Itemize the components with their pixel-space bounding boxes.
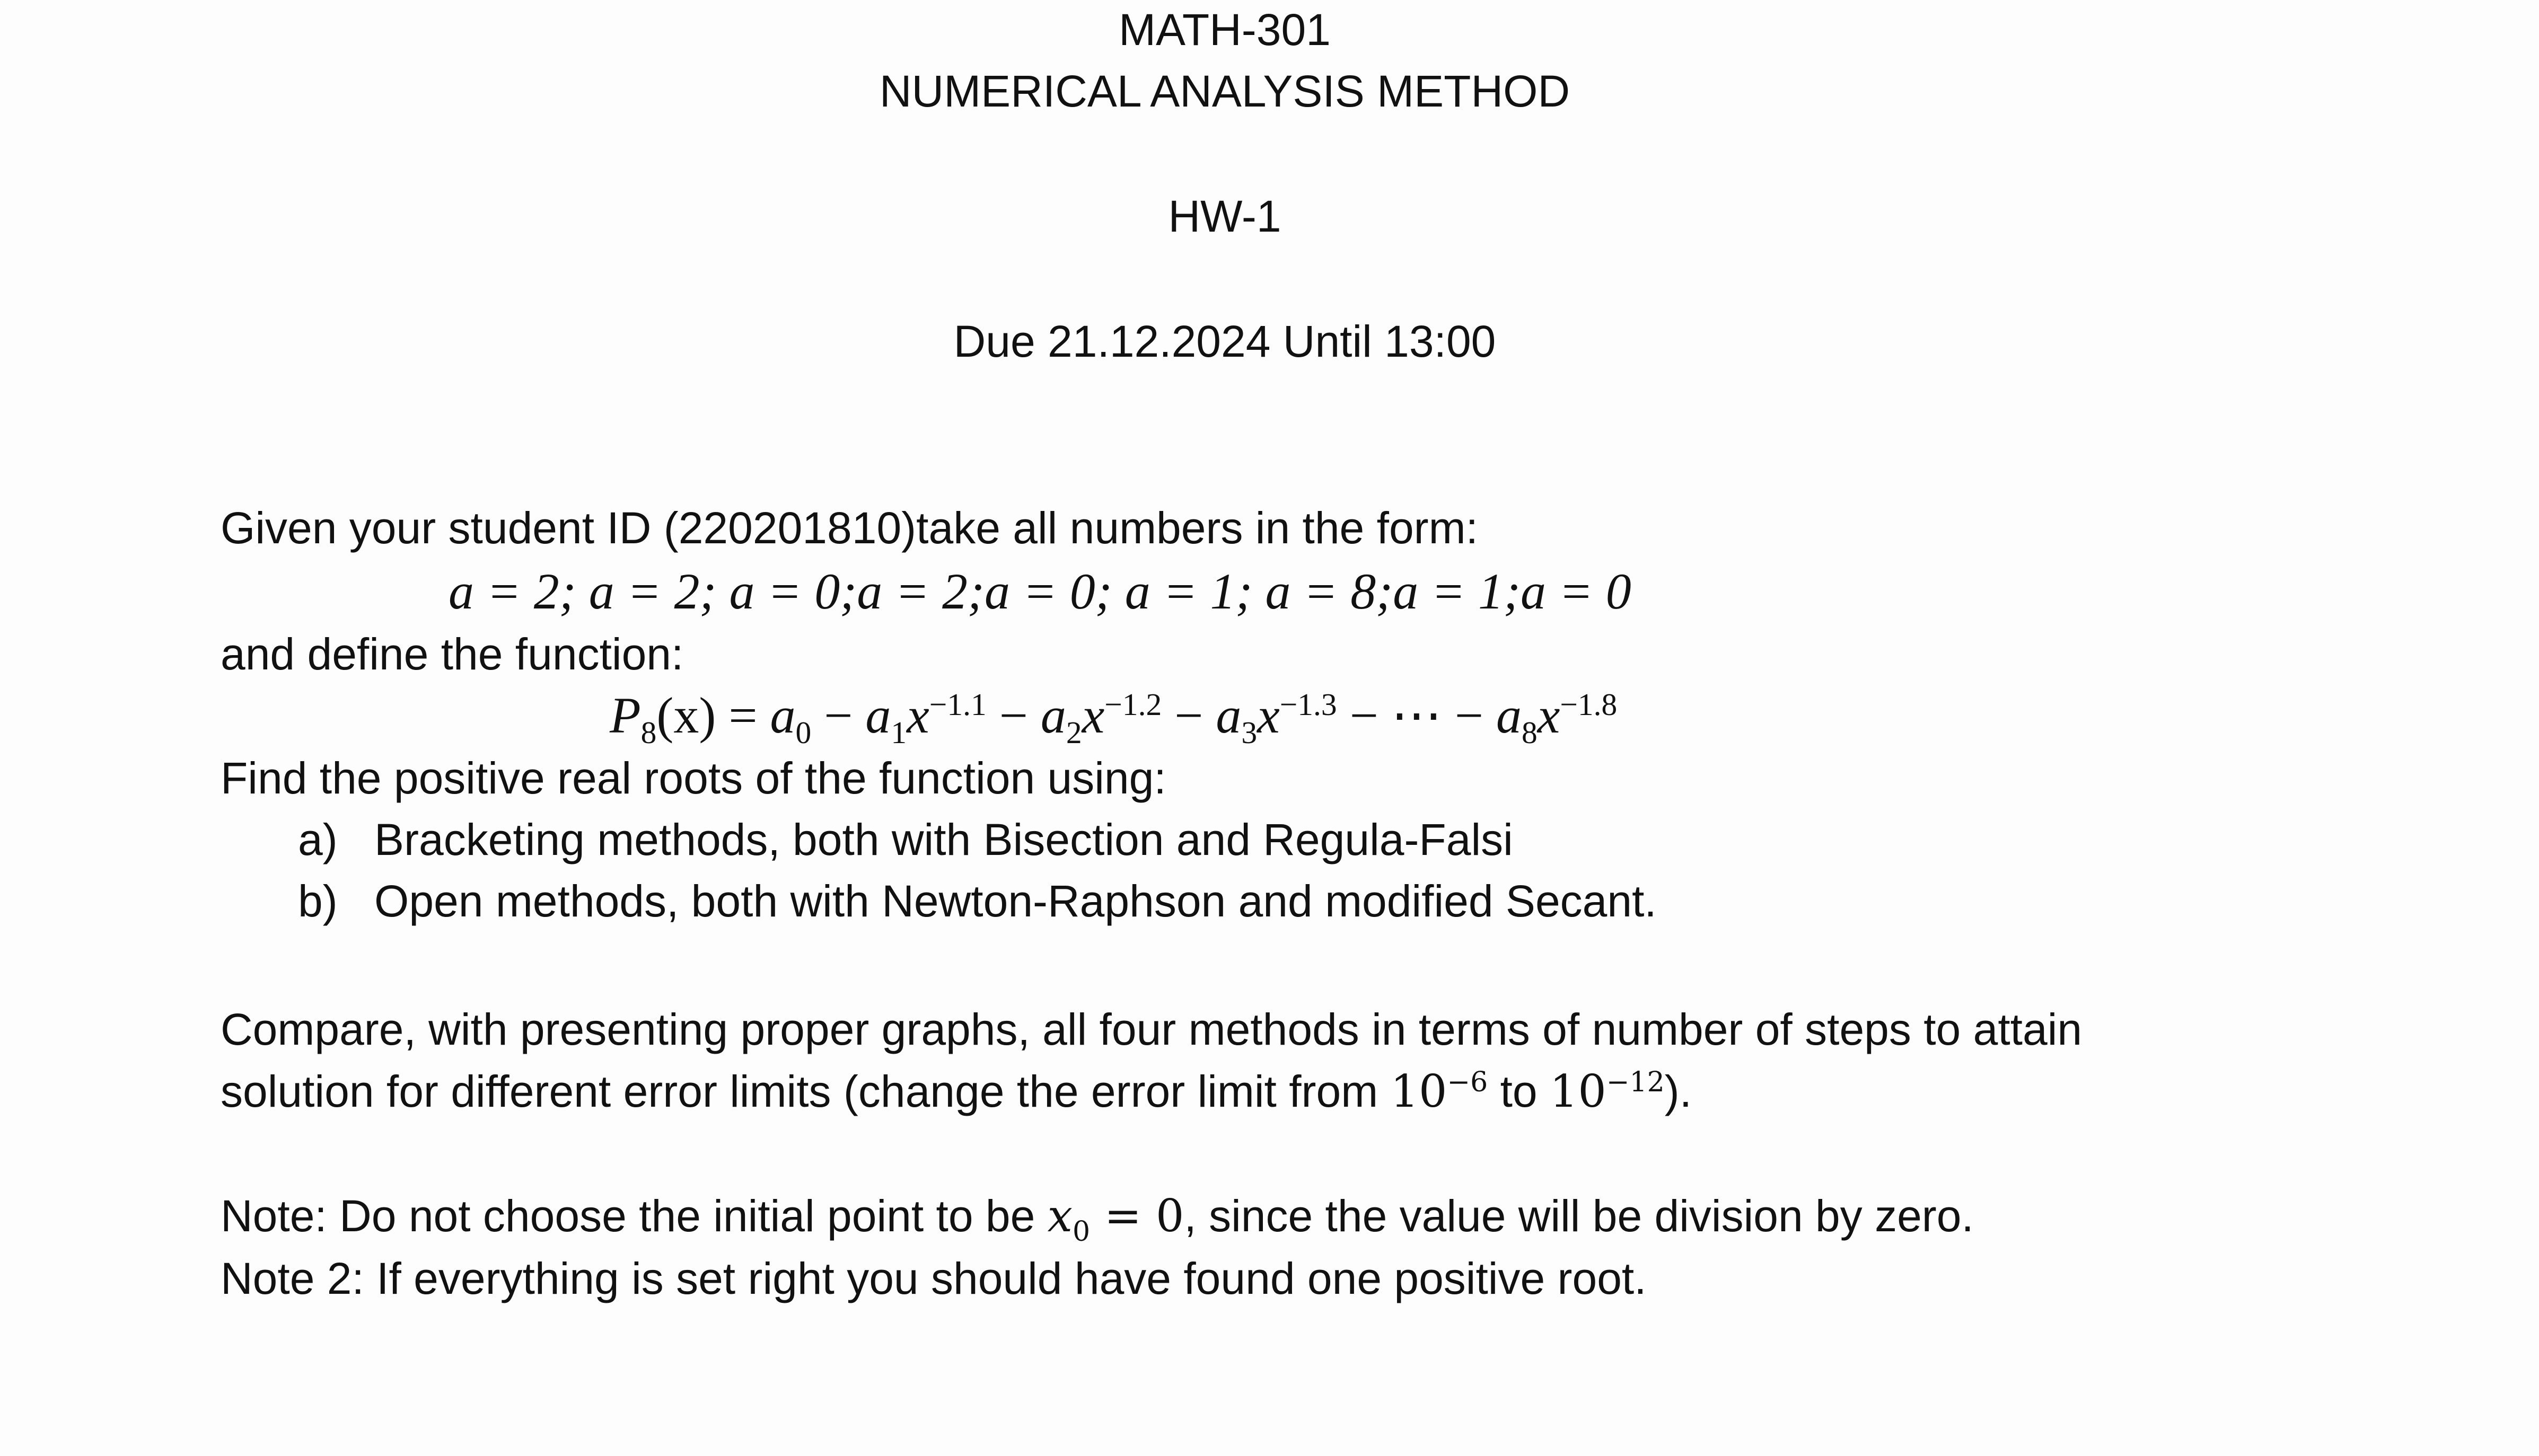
due-date: Due 21.12.2024 Until 13:00: [953, 316, 1496, 366]
define-line: and define the function:: [221, 629, 684, 679]
compare-line-2: [221, 1065, 1692, 1117]
eq-term2: a: [1040, 687, 1066, 744]
student-id: 220201810: [678, 503, 902, 553]
error-to-exp: −12: [1606, 1066, 1665, 1098]
eq-term0: a: [770, 687, 796, 744]
eq-term2-x: x: [1082, 687, 1105, 744]
eq-term1-x: x: [907, 687, 929, 744]
note-2: Note 2: If everything is set right you should have found one positive root.: [221, 1254, 1647, 1303]
eq-minus: −: [986, 687, 1041, 744]
eq-ellipsis: − ⋯ −: [1337, 687, 1496, 744]
course-code: MATH-301: [1119, 5, 1331, 55]
eq-term0-sub: 0: [795, 715, 812, 751]
given-line: [221, 503, 1478, 553]
error-from-exp: −6: [1447, 1066, 1488, 1098]
eq-term8-x: x: [1537, 687, 1560, 744]
eq-term1-sub: 1: [891, 715, 907, 751]
list-marker: b): [298, 876, 338, 926]
compare-to: to: [1488, 1066, 1550, 1116]
eq-term2-sub: 2: [1066, 715, 1082, 751]
eq-minus: −: [811, 687, 866, 744]
note1-sub: 0: [1073, 1215, 1091, 1248]
eq-lhs: P: [610, 687, 641, 744]
given-prefix: Given your student ID (: [221, 503, 679, 553]
note1-prefix: Note: Do not choose the initial point to be: [221, 1191, 1048, 1241]
eq-term8-exp: −1.8: [1560, 687, 1618, 722]
list-item-text: Open methods, both with Newton-Raphson and modified Secant.: [374, 876, 1657, 926]
list-item-text: Bracketing methods, both with Bisection and Regula-Falsi: [374, 815, 1513, 864]
eq-term2-exp: −1.2: [1104, 687, 1162, 722]
function-equation: [610, 689, 1617, 749]
note1-eq: = 0: [1090, 1190, 1184, 1242]
course-name: NUMERICAL ANALYSIS METHOD: [879, 66, 1570, 116]
note-1: [221, 1190, 1974, 1248]
eq-term8-sub: 8: [1521, 715, 1538, 751]
homework-label: HW-1: [1168, 191, 1281, 241]
eq-term8: a: [1496, 687, 1522, 744]
error-from-base: 10: [1390, 1065, 1447, 1117]
list-item: [298, 876, 1657, 926]
list-marker: a): [298, 815, 338, 864]
find-line: Find the positive real roots of the function using:: [221, 753, 1166, 803]
compare-line-1: Compare, with presenting proper graphs, all four methods in terms of number of steps to attain: [221, 1004, 2083, 1054]
note1-suffix: , since the value will be division by zero.: [1184, 1191, 1974, 1241]
eq-term1: a: [865, 687, 891, 744]
compare-suffix: ).: [1664, 1066, 1692, 1116]
error-to-base: 10: [1549, 1065, 1606, 1117]
coefficients-line: [449, 563, 1631, 620]
list-item: [298, 817, 1513, 862]
eq-term1-exp: −1.1: [929, 687, 987, 722]
eq-term3-sub: 3: [1241, 715, 1258, 751]
eq-term3-x: x: [1257, 687, 1280, 744]
eq-term3-exp: −1.3: [1279, 687, 1337, 722]
note1-var: x: [1047, 1190, 1073, 1242]
compare-prefix: solution for different error limits (change the error limit from: [221, 1066, 1391, 1116]
coefficients-text: a = 2; a = 2; a = 0;a = 2;a = 0; a = 1; a = 8;a = 1;a = 0: [449, 563, 1631, 620]
eq-term3: a: [1216, 687, 1242, 744]
eq-minus: −: [1162, 687, 1216, 744]
eq-lhs-sub: 8: [640, 715, 657, 751]
given-suffix: )take all numbers in the form:: [901, 503, 1478, 553]
eq-lhs-arg: (x) =: [656, 687, 770, 744]
